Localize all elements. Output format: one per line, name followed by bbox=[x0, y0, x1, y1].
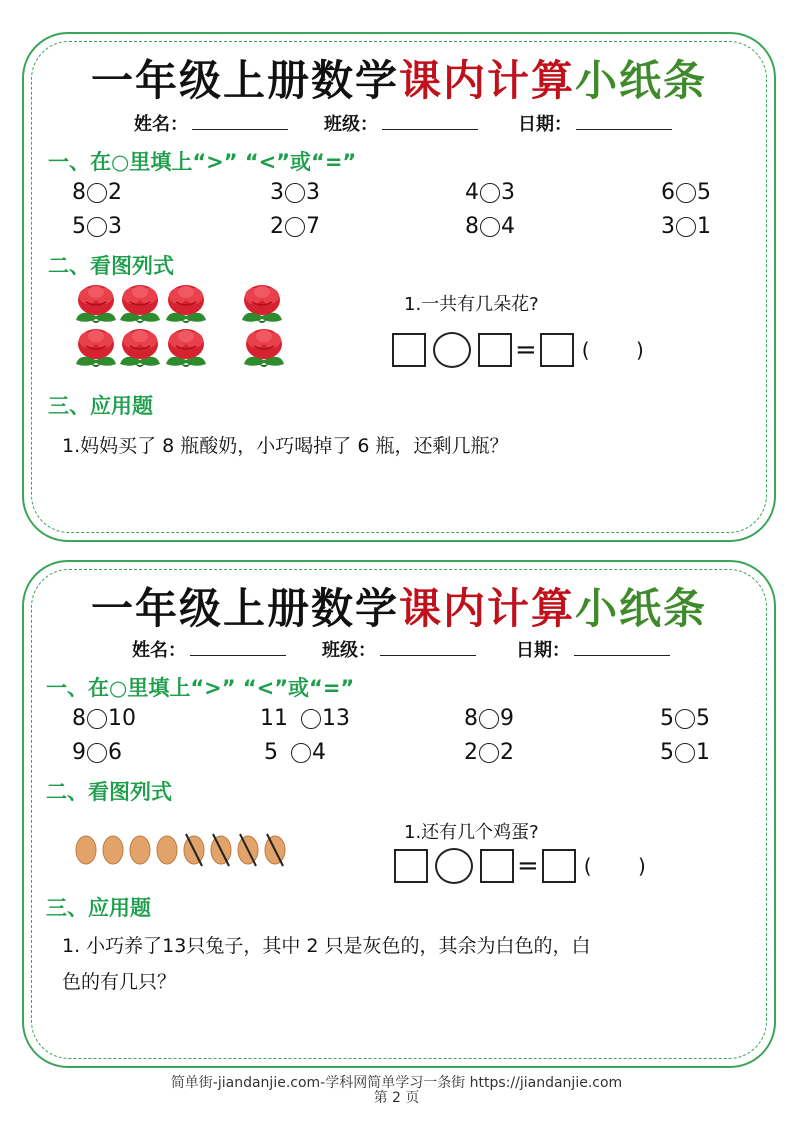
egg-icon bbox=[157, 836, 177, 864]
compare-item[interactable] bbox=[464, 740, 514, 765]
compare-circle[interactable] bbox=[480, 217, 500, 237]
compare-left: 5 bbox=[660, 740, 674, 765]
name-blank[interactable] bbox=[190, 639, 286, 656]
compare-item[interactable] bbox=[464, 706, 514, 731]
title-part-red: 课内计算 bbox=[398, 584, 575, 633]
compare-item[interactable] bbox=[661, 214, 711, 239]
date-label: 日期： bbox=[518, 114, 572, 135]
compare-item[interactable] bbox=[72, 706, 136, 731]
crossed-egg-icon bbox=[184, 834, 204, 866]
compare-item[interactable] bbox=[72, 214, 122, 239]
date-blank[interactable] bbox=[574, 639, 670, 656]
compare-left: 8 bbox=[464, 706, 478, 731]
compare-right: 3 bbox=[501, 180, 515, 205]
compare-item[interactable] bbox=[660, 706, 710, 731]
unit-parentheses[interactable]: ( ) bbox=[581, 338, 644, 362]
compare-item[interactable] bbox=[72, 740, 122, 765]
date-field[interactable] bbox=[518, 110, 672, 136]
crossed-egg-icon bbox=[211, 834, 231, 866]
answer-box[interactable] bbox=[392, 333, 426, 367]
compare-right: 1 bbox=[697, 214, 711, 239]
class-field[interactable] bbox=[322, 636, 476, 662]
date-field[interactable] bbox=[516, 636, 670, 662]
eggs-picture bbox=[72, 830, 302, 870]
flowers-picture bbox=[74, 284, 294, 379]
date-blank[interactable] bbox=[576, 113, 672, 130]
worksheet-card-2 bbox=[22, 560, 776, 1068]
card-title bbox=[24, 48, 774, 108]
compare-right: 1 bbox=[696, 740, 710, 765]
compare-right: 7 bbox=[306, 214, 320, 239]
flower-icon bbox=[166, 329, 206, 367]
compare-right: 4 bbox=[501, 214, 515, 239]
compare-circle[interactable] bbox=[675, 709, 695, 729]
compare-right: 9 bbox=[500, 706, 514, 731]
worksheet-card-1 bbox=[22, 32, 776, 542]
answer-box[interactable] bbox=[394, 849, 428, 883]
compare-circle[interactable] bbox=[87, 217, 107, 237]
flower-icon bbox=[120, 285, 160, 323]
compare-item[interactable] bbox=[465, 180, 515, 205]
class-label: 班级： bbox=[322, 640, 376, 661]
date-label: 日期： bbox=[516, 640, 570, 661]
operator-circle[interactable] bbox=[433, 332, 471, 368]
section-2-heading: 二、看图列式 bbox=[46, 780, 172, 804]
answer-box[interactable] bbox=[480, 849, 514, 883]
compare-left: 8 bbox=[465, 214, 479, 239]
compare-right: 10 bbox=[108, 706, 136, 731]
compare-item[interactable] bbox=[270, 180, 320, 205]
compare-left: 3 bbox=[270, 180, 284, 205]
compare-item[interactable] bbox=[72, 180, 122, 205]
section-2-heading: 二、看图列式 bbox=[48, 254, 174, 278]
name-field[interactable] bbox=[134, 110, 288, 136]
crossed-egg-icon bbox=[265, 834, 285, 866]
compare-circle[interactable] bbox=[87, 183, 107, 203]
compare-left: 5 bbox=[660, 706, 674, 731]
name-field[interactable] bbox=[132, 636, 286, 662]
compare-left: 5 bbox=[72, 214, 86, 239]
title-part-black: 一年级上册数学 bbox=[90, 56, 399, 105]
compare-circle[interactable] bbox=[285, 183, 305, 203]
compare-left: 5 bbox=[264, 740, 278, 765]
crossed-egg-icon bbox=[238, 834, 258, 866]
compare-circle[interactable] bbox=[676, 183, 696, 203]
compare-left: 11 bbox=[260, 706, 288, 731]
compare-circle[interactable] bbox=[285, 217, 305, 237]
compare-circle[interactable] bbox=[480, 183, 500, 203]
title-part-red: 课内计算 bbox=[398, 56, 575, 105]
footer-source: 简单街-jiandanjie.com-学科网简单学习一条街 https://jiandanjie.com bbox=[170, 1075, 623, 1091]
compare-left: 4 bbox=[465, 180, 479, 205]
unit-parentheses[interactable]: ( ) bbox=[583, 854, 646, 878]
compare-item[interactable] bbox=[660, 740, 710, 765]
compare-right: 6 bbox=[108, 740, 122, 765]
operator-circle[interactable] bbox=[435, 848, 473, 884]
section-1-heading: 一、在○里填上“>” “<”或“=” bbox=[48, 150, 357, 174]
card-title bbox=[24, 576, 774, 636]
compare-left: 3 bbox=[661, 214, 675, 239]
compare-item[interactable] bbox=[661, 180, 711, 205]
word-problem: 1.妈妈买了 8 瓶酸奶，小巧喝掉了 6 瓶，还剩几瓶？ bbox=[62, 435, 509, 457]
flower-icon bbox=[76, 329, 116, 367]
answer-box[interactable] bbox=[540, 333, 574, 367]
equation-template[interactable] bbox=[392, 332, 644, 368]
compare-right: 13 bbox=[322, 706, 350, 731]
compare-right: 2 bbox=[108, 180, 122, 205]
compare-item[interactable] bbox=[465, 214, 515, 239]
name-blank[interactable] bbox=[192, 113, 288, 130]
section-1-heading: 一、在○里填上“>” “<”或“=” bbox=[46, 676, 355, 700]
picture-question: 1.一共有几朵花? bbox=[404, 294, 539, 315]
equation-template[interactable] bbox=[394, 848, 646, 884]
compare-right: 5 bbox=[697, 180, 711, 205]
picture-question: 1.还有几个鸡蛋? bbox=[404, 822, 539, 843]
compare-right: 5 bbox=[696, 706, 710, 731]
flower-icon bbox=[120, 329, 160, 367]
compare-item[interactable] bbox=[264, 740, 326, 765]
compare-right: 2 bbox=[500, 740, 514, 765]
class-field[interactable] bbox=[324, 110, 478, 136]
footer-page-number: 第 2 页 bbox=[373, 1090, 420, 1106]
flower-icon bbox=[166, 285, 206, 323]
flower-icon bbox=[244, 329, 284, 367]
compare-left: 8 bbox=[72, 180, 86, 205]
answer-box[interactable] bbox=[542, 849, 576, 883]
compare-circle[interactable] bbox=[291, 743, 311, 763]
egg-icon bbox=[130, 836, 150, 864]
title-part-green: 小纸条 bbox=[575, 584, 708, 633]
name-label: 姓名： bbox=[132, 640, 186, 661]
class-label: 班级： bbox=[324, 114, 378, 135]
compare-circle[interactable] bbox=[675, 743, 695, 763]
section-3-heading: 三、应用题 bbox=[46, 896, 151, 920]
compare-right: 4 bbox=[312, 740, 326, 765]
title-part-black: 一年级上册数学 bbox=[90, 584, 399, 633]
compare-left: 8 bbox=[72, 706, 86, 731]
word-problem bbox=[62, 928, 591, 1000]
compare-circle[interactable] bbox=[87, 743, 107, 763]
equals-sign: = bbox=[517, 851, 539, 881]
compare-circle[interactable] bbox=[301, 709, 321, 729]
class-blank[interactable] bbox=[380, 639, 476, 656]
compare-left: 9 bbox=[72, 740, 86, 765]
title-part-green: 小纸条 bbox=[575, 56, 708, 105]
compare-item[interactable] bbox=[270, 214, 320, 239]
flower-icon bbox=[76, 285, 116, 323]
compare-circle[interactable] bbox=[87, 709, 107, 729]
compare-left: 2 bbox=[270, 214, 284, 239]
flower-icon bbox=[242, 285, 282, 323]
compare-left: 2 bbox=[464, 740, 478, 765]
compare-left: 6 bbox=[661, 180, 675, 205]
name-label: 姓名： bbox=[134, 114, 188, 135]
compare-circle[interactable] bbox=[479, 743, 499, 763]
egg-icon bbox=[76, 836, 96, 864]
compare-right: 3 bbox=[108, 214, 122, 239]
section-3-heading: 三、应用题 bbox=[48, 394, 153, 418]
compare-right: 3 bbox=[306, 180, 320, 205]
compare-circle[interactable] bbox=[479, 709, 499, 729]
word-problem-line-1: 1. 小巧养了13只兔子，其中 2 只是灰色的，其余为白色的，白 bbox=[62, 935, 591, 957]
compare-circle[interactable] bbox=[676, 217, 696, 237]
equals-sign: = bbox=[515, 335, 537, 365]
answer-box[interactable] bbox=[478, 333, 512, 367]
word-problem-line-2: 色的有几只？ bbox=[62, 971, 177, 993]
class-blank[interactable] bbox=[382, 113, 478, 130]
egg-icon bbox=[103, 836, 123, 864]
compare-item[interactable] bbox=[260, 706, 350, 731]
